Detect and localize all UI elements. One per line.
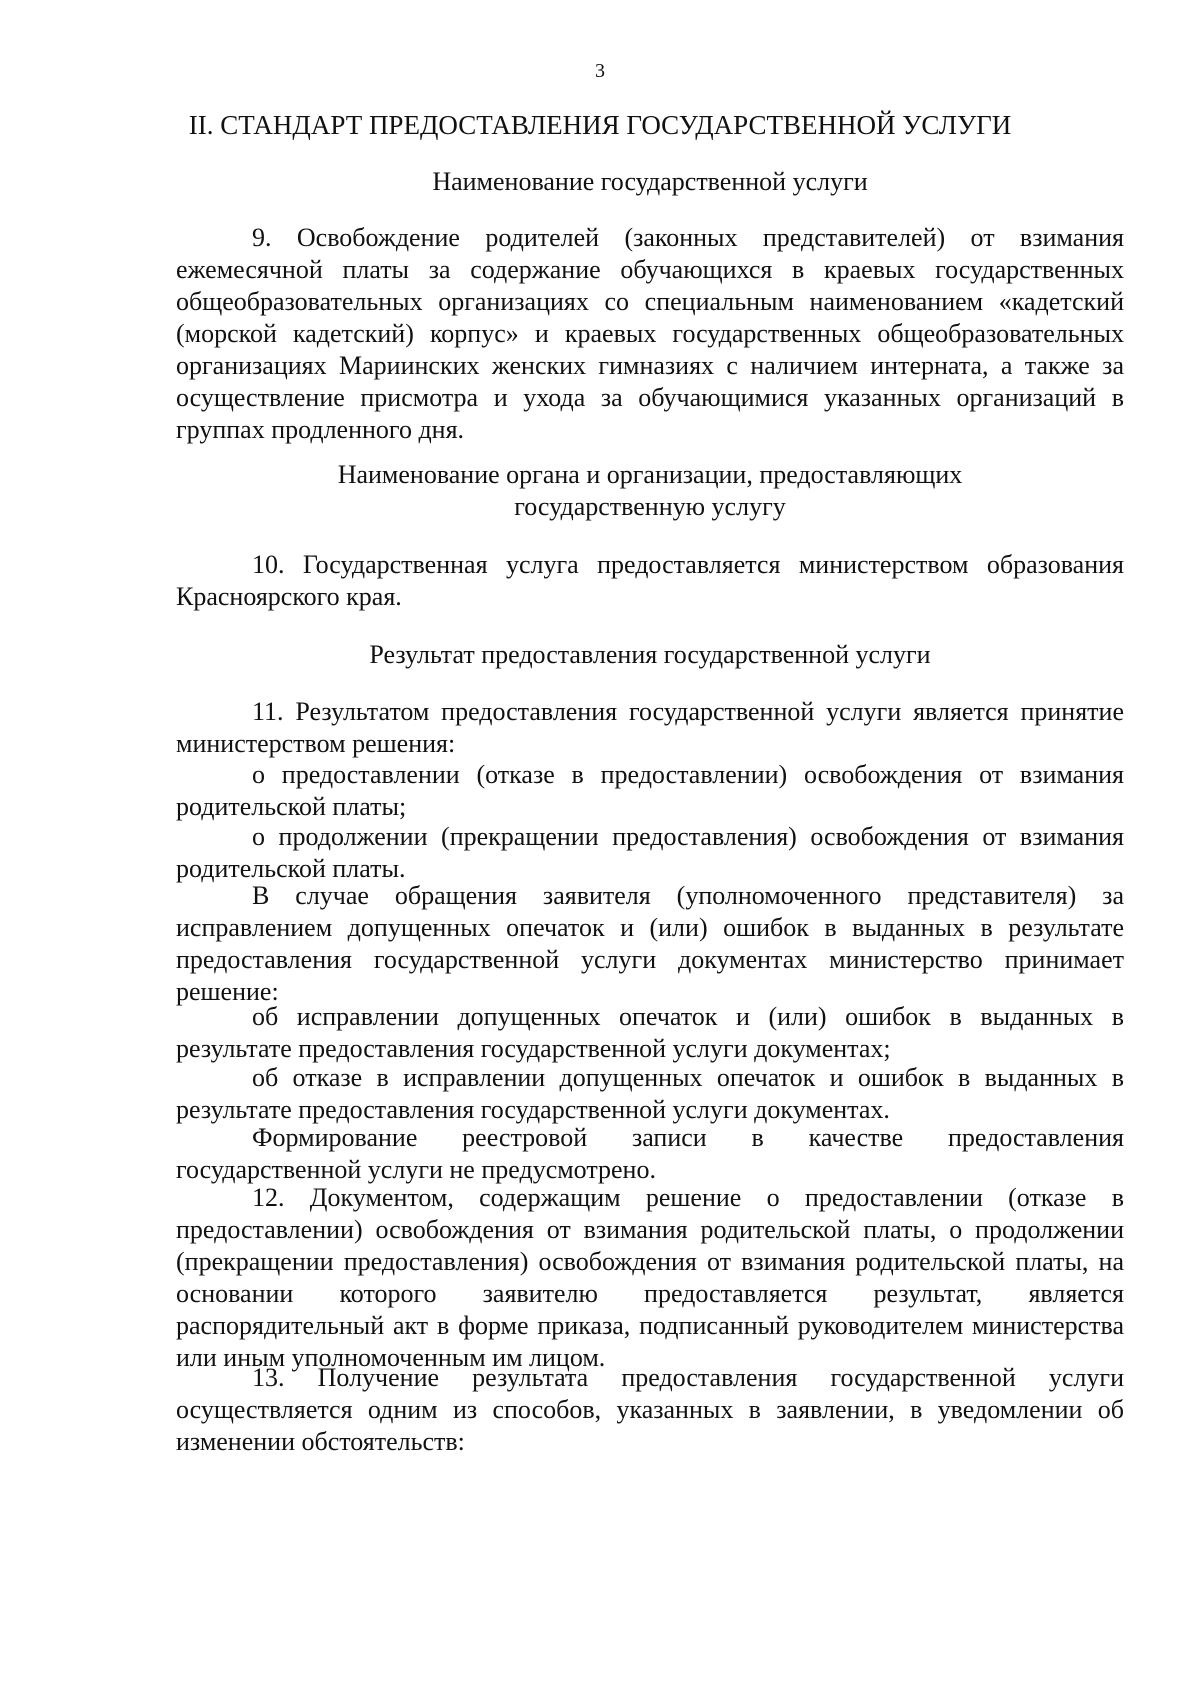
- paragraph-9: 9. Освобождение родителей (законных представителей) от взимания ежемесячной платы за содержание обучающихся в краевых государственных общеобразовательных организациях со специальным наименованием «кадетский (морской кадетский) корпус» и краевых государственных общеобразовательных организациях Мариинских женских гимназиях с наличием интерната, а также за осуществление присмотра и ухода за обучающимися указанных организаций в группах продленного дня.: [176, 223, 1124, 444]
- paragraph-13: 13. Получение результата предоставления государственной услуги осуществляется одним из способов, указанных в заявлении, в уведомлении об изменении обстоятельств:: [176, 1363, 1124, 1456]
- heading-provider: [176, 459, 1124, 523]
- paragraph-12: 12. Документом, содержащим решение о предоставлении (отказе в предоставлении) освобождения от взимания родительской платы, о продолжении (прекращении предоставления) освобождения от взимания родительской платы, на основании которого заявителю предоставляется результат, является распорядительный акт в форме приказа, подписанный руководителем министерства или иным уполномоченным им лицом.: [176, 1183, 1124, 1372]
- heading-provider-line-2: государственную услугу: [514, 492, 786, 521]
- paragraph-11-option-continue: о продолжении (прекращении предоставления) освобождения от взимания родительской платы.: [176, 822, 1124, 883]
- paragraph-11-correction-fix: об исправлении допущенных опечаток и (или) ошибок в выданных в результате предоставления государственной услуги документах;: [176, 1002, 1124, 1063]
- paragraph-11-correction-refuse: об отказе в исправлении допущенных опечаток и ошибок в выданных в результате предоставления государственной услуги документах.: [176, 1063, 1124, 1124]
- section-title: II. СТАНДАРТ ПРЕДОСТАВЛЕНИЯ ГОСУДАРСТВЕННОЙ УСЛУГИ: [188, 110, 1012, 140]
- paragraph-11: 11. Результатом предоставления государственной услуги является принятие министерством решения:: [176, 697, 1124, 758]
- heading-result: Результат предоставления государственной услуги: [369, 640, 931, 669]
- paragraph-11-correction: В случае обращения заявителя (уполномоченного представителя) за исправлением допущенных опечаток и (или) ошибок в выданных в результате предоставления государственной услуги документах министерство принимает решение:: [176, 881, 1124, 1006]
- paragraph-10: 10. Государственная услуга предоставляется министерством образования Красноярского края.: [176, 550, 1124, 611]
- paragraph-11-registry: Формирование реестровой записи в качестве предоставления государственной услуги не предусмотрено.: [176, 1123, 1124, 1184]
- heading-service-name: Наименование государственной услуги: [432, 167, 868, 196]
- paragraph-11-option-provide: о предоставлении (отказе в предоставлении) освобождения от взимания родительской платы;: [176, 760, 1124, 821]
- heading-provider-line-1: Наименование органа и организации, предоставляющих: [337, 460, 963, 489]
- page-number: 3: [595, 60, 605, 82]
